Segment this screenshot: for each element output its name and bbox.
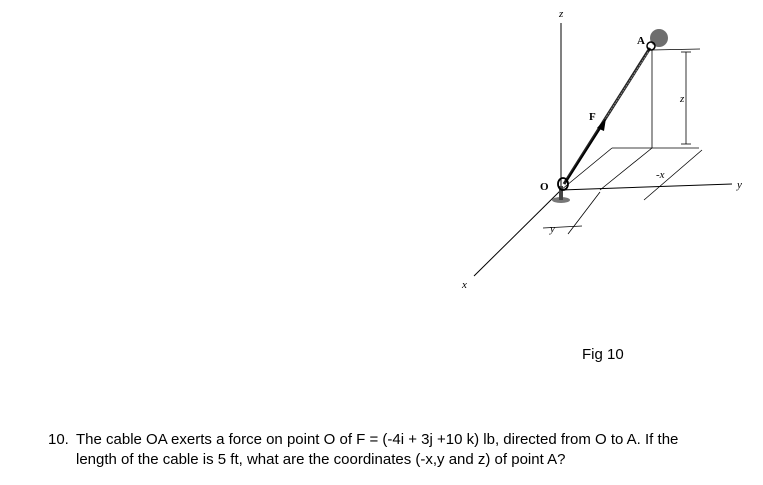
anchor-a-plate bbox=[650, 29, 668, 47]
x-axis-label: x bbox=[462, 279, 467, 291]
figure-caption: Fig 10 bbox=[582, 346, 624, 363]
y-axis-line bbox=[561, 184, 732, 190]
z-axis-label: z bbox=[559, 8, 564, 20]
problem-line-2: length of the cable is 5 ft, what are the coordinates (-x,y and z) of point A? bbox=[76, 451, 566, 468]
y-axis-label: y bbox=[737, 179, 742, 191]
box-line-top bbox=[652, 49, 700, 50]
y-dimension-ext bbox=[568, 192, 600, 234]
x-axis-line bbox=[474, 190, 561, 276]
force-label: F bbox=[589, 111, 596, 123]
origin-label: O bbox=[540, 181, 549, 193]
problem-statement bbox=[48, 430, 708, 470]
point-a-label: A bbox=[637, 35, 645, 47]
y-dimension-line bbox=[543, 226, 582, 228]
neg-x-dimension-label: -x bbox=[656, 169, 665, 181]
problem-line-1: The cable OA exerts a force on point O of F = (-4i + 3j +10 k) lb, directed from O to A. If the bbox=[76, 431, 679, 448]
force-arrow-shaft bbox=[566, 124, 603, 182]
problem-number: 10. bbox=[48, 431, 69, 448]
box-line-foot-proj bbox=[600, 148, 652, 190]
neg-x-dimension-line bbox=[644, 150, 702, 200]
y-dimension-label: y bbox=[550, 223, 555, 235]
z-dimension-label: z bbox=[680, 93, 685, 105]
